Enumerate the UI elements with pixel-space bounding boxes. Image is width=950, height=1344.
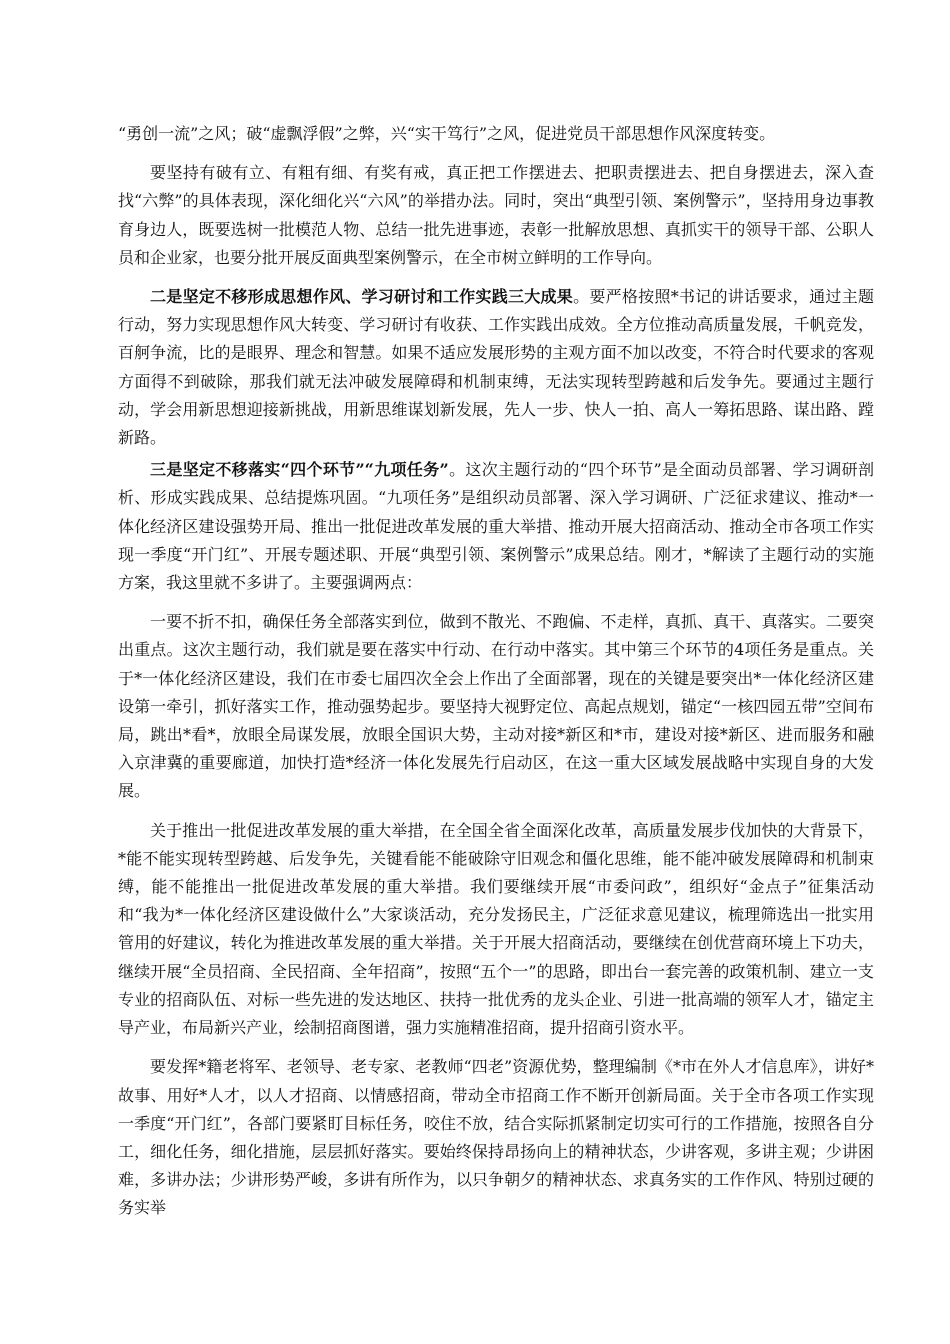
document-page (118, 120, 874, 1234)
paragraph-4 (118, 456, 874, 597)
paragraph-1 (118, 120, 874, 148)
paragraph-7-text: 要发挥*籍老将军、老领导、老专家、老教师“四老”资源优势，整理编制《*市在外人才信息库》，讲好*故事、用好*人才，以人才招商、以情感招商，带动全市招商工作不断开创新局面。关于全市各项工作实现一季度“开门红”，各部门要紧盯目标任务，咬住不放，结合实际抓紧制定切实可行的工作措施，按照各自分工，细化任务，细化措施，层层抓好落实。要始终保持昂扬向上的精神状态，少讲客观，多讲主观；少讲困难，多讲办法；少讲形势严峻，多讲有所作为，以只争朝夕的精神状态、求真务实的工作作风、特别过硬的务实举 (118, 1057, 874, 1218)
paragraph-4-heading: 三是坚定不移落实“四个环节”“九项任务” (150, 460, 449, 480)
paragraph-5 (118, 608, 874, 805)
paragraph-6-text: 关于推出一批促进改革发展的重大举措，在全国全省全面深化改革，高质量发展步伐加快的大背景下，*能不能实现转型跨越、后发争先，关键看能不能破除守旧观念和僵化思维，能不能冲破发展障碍和机制束缚，能不能推出一批促进改革发展的重大举措。我们要继续开展“市委问政”，组织好“金点子”征集活动和“我为*一体化经济区建设做什么”大家谈活动，充分发扬民主，广泛征求意见建议，梳理筛选出一批实用管用的好建议，转化为推进改革发展的重大举措。关于开展大招商活动，要继续在创优营商环境上下功夫，继续开展“全员招商、全民招商、全年招商”，按照“五个一”的思路，即出台一套完善的政策机制、建立一支专业的招商队伍、对标一些先进的发达地区、扶持一批优秀的龙头企业、引进一批高端的领军人才，锚定主导产业，布局新兴产业，绘制招商图谱，强力实施精准招商，提升招商引资水平。 (118, 820, 874, 1038)
paragraph-3-heading: 二是坚定不移形成思想作风、学习研讨和工作实践三大成果 (150, 287, 574, 307)
paragraph-6 (118, 817, 874, 1043)
paragraph-4-text: 。这次主题行动的“四个环节”是全面动员部署、学习调研剖析、形成实践成果、总结提炼巩固。“九项任务”是组织动员部署、深入学习调研、广泛征求建议、推动*一体化经济区建设强势开局、推出一批促进改革发展的重大举措、推动开展大招商活动、推动全市各项工作实现一季度“开门红”、开展专题述职、开展“典型引领、案例警示”成果总结。刚才，*解读了主题行动的实施方案，我这里就不多讲了。主要强调两点： (118, 460, 874, 593)
paragraph-2-text: 要坚持有破有立、有粗有细、有奖有戒，真正把工作摆进去、把职责摆进去、把自身摆进去，深入查找“六弊”的具体表现，深化细化兴“六风”的举措办法。同时，突出“典型引领、案例警示”，坚持用身边事教育身边人，既要选树一批模范人物、总结一批先进事迹，表彰一批解放思想、真抓实干的领导干部、公职人员和企业家，也要分批开展反面典型案例警示，在全市树立鲜明的工作导向。 (118, 163, 874, 267)
paragraph-3-text: 。要严格按照*书记的讲话要求，通过主题行动，努力实现思想作风大转变、学习研讨有收获、工作实践出成效。全方位推动高质量发展，千帆竞发，百舸争流，比的是眼界、理念和智慧。如果不适应发展形势的主观方面不加以改变，不符合时代要求的客观方面得不到破除，那我们就无法冲破发展障碍和机制束缚，无法实现转型跨越和后发争先。要通过主题行动，学会用新思想迎接新挑战，用新思维谋划新发展，先人一步、快人一拍、高人一筹拓思路、谋出路、蹚新路。 (118, 287, 874, 448)
paragraph-2 (118, 159, 874, 272)
paragraph-1-text: “勇创一流”之风；破“虚飘浮假”之弊，兴“实干笃行”之风，促进党员干部思想作风深度转变。 (118, 124, 776, 143)
paragraph-3 (118, 283, 874, 452)
paragraph-5-text: 一要不折不扣，确保任务全部落实到位，做到不散光、不跑偏、不走样，真抓、真干、真落实。二要突出重点。这次主题行动，我们就是要在落实中行动、在行动中落实。其中第三个环节的4项任务是重点。关于*一体化经济区建设，我们在市委七届四次全会上作出了全面部署，现在的关键是要突出*一体化经济区建设第一牵引，抓好落实工作，推动强势起步。要坚持大视野定位、高起点规划，锚定“一核四园五带”空间布局，跳出*看*，放眼全局谋发展，放眼全国识大势，主动对接*新区和*市，建设对接*新区、进而服务和融入京津冀的重要廊道，加快打造*经济一体化发展先行启动区，在这一重大区域发展战略中实现自身的大发展。 (118, 612, 874, 801)
paragraph-7 (118, 1053, 874, 1222)
